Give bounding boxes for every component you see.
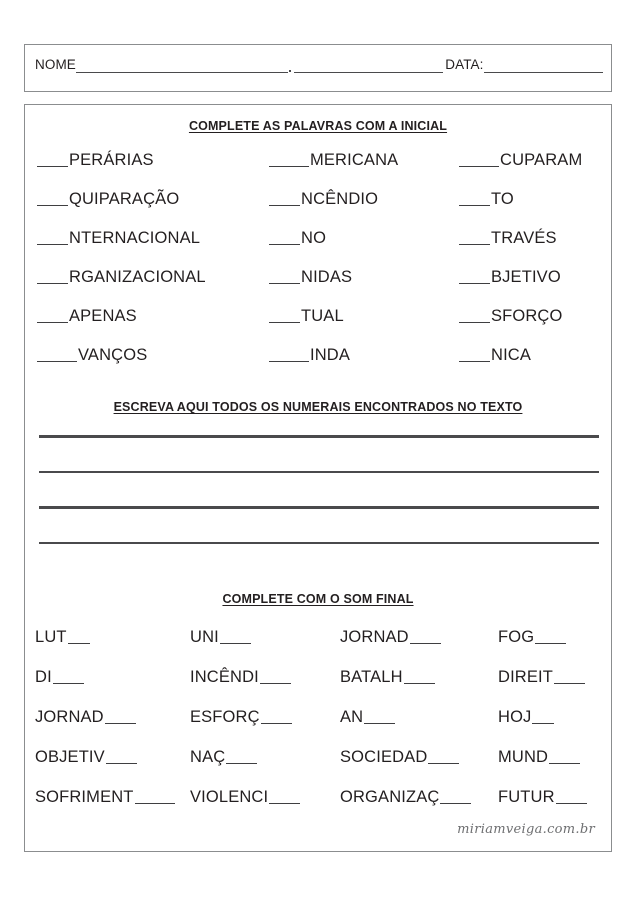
word-text: INDA bbox=[310, 346, 351, 364]
answer-blank[interactable] bbox=[37, 349, 77, 362]
final-sound-item[interactable] bbox=[190, 617, 340, 657]
word-text: UNI bbox=[190, 627, 219, 646]
word-text: TRAVÉS bbox=[491, 229, 557, 247]
initial-sound-item[interactable] bbox=[37, 219, 269, 258]
word-text: NO bbox=[301, 229, 327, 247]
initial-sound-item[interactable] bbox=[37, 258, 269, 297]
word-text: SOCIEDAD bbox=[340, 747, 428, 766]
final-sound-item[interactable] bbox=[340, 617, 498, 657]
final-sound-item[interactable] bbox=[340, 657, 498, 697]
answer-blank[interactable] bbox=[364, 711, 395, 724]
answer-blank[interactable] bbox=[459, 154, 499, 167]
final-sound-item[interactable] bbox=[498, 617, 601, 657]
final-sound-item[interactable] bbox=[35, 737, 190, 777]
nome-line-dot bbox=[288, 60, 294, 73]
answer-blank[interactable] bbox=[459, 232, 490, 245]
word-text: MUND bbox=[498, 747, 549, 766]
final-sound-item[interactable] bbox=[35, 697, 190, 737]
word-text: SOFRIMENT bbox=[35, 787, 134, 806]
word-text: NAÇ bbox=[190, 747, 226, 766]
final-sound-item[interactable] bbox=[498, 737, 601, 777]
section-3-title: COMPLETE COM O SOM FINAL bbox=[222, 592, 414, 606]
answer-blank[interactable] bbox=[459, 310, 490, 323]
initial-sound-item[interactable] bbox=[459, 258, 599, 297]
final-sound-word-grid bbox=[35, 617, 601, 817]
final-sound-item[interactable] bbox=[35, 617, 190, 657]
answer-blank[interactable] bbox=[549, 751, 580, 764]
section-2-title: ESCREVA AQUI TODOS OS NUMERAIS ENCONTRADOS NO TEXTO bbox=[113, 400, 523, 414]
final-sound-item[interactable] bbox=[35, 777, 190, 817]
final-sound-item[interactable] bbox=[190, 737, 340, 777]
word-text: DIREIT bbox=[498, 667, 553, 686]
initial-sound-item[interactable] bbox=[269, 258, 459, 297]
word-text: ESFORÇ bbox=[190, 707, 260, 726]
answer-blank[interactable] bbox=[410, 631, 441, 644]
final-sound-item[interactable] bbox=[498, 697, 601, 737]
answer-blank[interactable] bbox=[459, 193, 490, 206]
answer-blank[interactable] bbox=[135, 791, 175, 804]
answer-blank[interactable] bbox=[269, 271, 300, 284]
initial-sound-item[interactable] bbox=[37, 297, 269, 336]
word-text: PERÁRIAS bbox=[69, 151, 154, 169]
answer-blank[interactable] bbox=[37, 232, 68, 245]
word-text: NTERNACIONAL bbox=[69, 229, 201, 247]
initial-sound-item[interactable] bbox=[269, 180, 459, 219]
word-text: TUAL bbox=[301, 307, 344, 325]
word-text: INCÊNDI bbox=[190, 667, 259, 686]
initial-sound-item[interactable] bbox=[459, 297, 599, 336]
word-text: MERICANA bbox=[310, 151, 399, 169]
answer-blank[interactable] bbox=[269, 232, 300, 245]
word-text: NIDAS bbox=[301, 268, 353, 286]
site-watermark: miriamveiga.com.br bbox=[457, 822, 595, 837]
section-1-title: COMPLETE AS PALAVRAS COM A INICIAL bbox=[188, 119, 448, 133]
answer-blank[interactable] bbox=[37, 193, 68, 206]
final-sound-item[interactable] bbox=[498, 657, 601, 697]
word-text: BATALH bbox=[340, 667, 403, 686]
answer-blank[interactable] bbox=[226, 751, 257, 764]
word-text: AN bbox=[340, 707, 364, 726]
answer-write-line[interactable] bbox=[39, 471, 599, 474]
data-input-line[interactable] bbox=[484, 59, 603, 73]
word-text: ORGANIZAÇ bbox=[340, 787, 440, 806]
word-text: HOJ bbox=[498, 707, 532, 726]
answer-blank[interactable] bbox=[260, 671, 291, 684]
initial-sound-item[interactable] bbox=[459, 336, 599, 375]
initial-sound-item[interactable] bbox=[37, 336, 269, 375]
word-text: RGANIZACIONAL bbox=[69, 268, 206, 286]
answer-blank[interactable] bbox=[428, 751, 459, 764]
student-info-box bbox=[24, 44, 612, 92]
final-sound-item[interactable] bbox=[190, 697, 340, 737]
word-text: FOG bbox=[498, 627, 535, 646]
initial-sound-item[interactable] bbox=[459, 219, 599, 258]
word-text: BJETIVO bbox=[491, 268, 561, 286]
final-sound-item[interactable] bbox=[340, 777, 498, 817]
word-text: VANÇOS bbox=[78, 346, 148, 364]
answer-blank[interactable] bbox=[269, 791, 300, 804]
word-text: APENAS bbox=[69, 307, 137, 325]
word-text: TO bbox=[491, 190, 514, 208]
answer-blank[interactable] bbox=[269, 154, 309, 167]
word-text: LUT bbox=[35, 627, 67, 646]
word-text: NICA bbox=[491, 346, 532, 364]
answer-blank[interactable] bbox=[535, 631, 566, 644]
final-sound-item[interactable] bbox=[190, 777, 340, 817]
answer-write-line[interactable] bbox=[39, 435, 599, 438]
answer-blank[interactable] bbox=[37, 154, 68, 167]
answer-blank[interactable] bbox=[556, 791, 587, 804]
answer-blank[interactable] bbox=[37, 310, 68, 323]
word-text: VIOLENCI bbox=[190, 787, 269, 806]
initial-sound-item[interactable] bbox=[269, 219, 459, 258]
word-text: OBJETIV bbox=[35, 747, 105, 766]
answer-blank[interactable] bbox=[37, 271, 68, 284]
word-text: CUPARAM bbox=[500, 151, 583, 169]
final-sound-item[interactable] bbox=[498, 777, 601, 817]
initial-sound-item[interactable] bbox=[269, 336, 459, 375]
answer-write-line[interactable] bbox=[39, 542, 599, 545]
word-text: DI bbox=[35, 667, 52, 686]
answer-blank[interactable] bbox=[440, 791, 471, 804]
answer-blank[interactable] bbox=[105, 711, 136, 724]
word-text: SFORÇO bbox=[491, 307, 563, 325]
final-sound-item[interactable] bbox=[340, 737, 498, 777]
answer-blank[interactable] bbox=[269, 310, 300, 323]
answer-blank[interactable] bbox=[459, 349, 490, 362]
initial-sound-item[interactable] bbox=[459, 180, 599, 219]
worksheet-body-box bbox=[24, 104, 612, 852]
numerals-answer-lines bbox=[39, 435, 599, 577]
word-text: JORNAD bbox=[340, 627, 409, 646]
word-text: FUTUR bbox=[498, 787, 555, 806]
nome-label: NOME bbox=[35, 57, 76, 72]
final-sound-item[interactable] bbox=[35, 657, 190, 697]
answer-blank[interactable] bbox=[68, 631, 90, 644]
initial-sound-item[interactable] bbox=[459, 141, 599, 180]
answer-blank[interactable] bbox=[53, 671, 84, 684]
word-text: NCÊNDIO bbox=[301, 190, 379, 208]
initial-sound-item[interactable] bbox=[269, 141, 459, 180]
initial-sound-item[interactable] bbox=[37, 180, 269, 219]
word-text: JORNAD bbox=[35, 707, 104, 726]
initial-sound-word-grid bbox=[37, 141, 599, 375]
final-sound-item[interactable] bbox=[190, 657, 340, 697]
data-label: DATA: bbox=[445, 57, 484, 72]
student-info-row bbox=[35, 58, 603, 73]
answer-write-line[interactable] bbox=[39, 506, 599, 509]
answer-blank[interactable] bbox=[261, 711, 292, 724]
answer-blank[interactable] bbox=[106, 751, 137, 764]
word-text: QUIPARAÇÃO bbox=[69, 190, 180, 208]
initial-sound-item[interactable] bbox=[269, 297, 459, 336]
answer-blank[interactable] bbox=[220, 631, 251, 644]
answer-blank[interactable] bbox=[532, 711, 554, 724]
answer-blank[interactable] bbox=[269, 349, 309, 362]
answer-blank[interactable] bbox=[554, 671, 585, 684]
initial-sound-item[interactable] bbox=[37, 141, 269, 180]
answer-blank[interactable] bbox=[269, 193, 300, 206]
final-sound-item[interactable] bbox=[340, 697, 498, 737]
answer-blank[interactable] bbox=[459, 271, 490, 284]
nome-input-line-right[interactable] bbox=[294, 59, 443, 73]
nome-input-line-left[interactable] bbox=[76, 59, 288, 73]
answer-blank[interactable] bbox=[404, 671, 435, 684]
